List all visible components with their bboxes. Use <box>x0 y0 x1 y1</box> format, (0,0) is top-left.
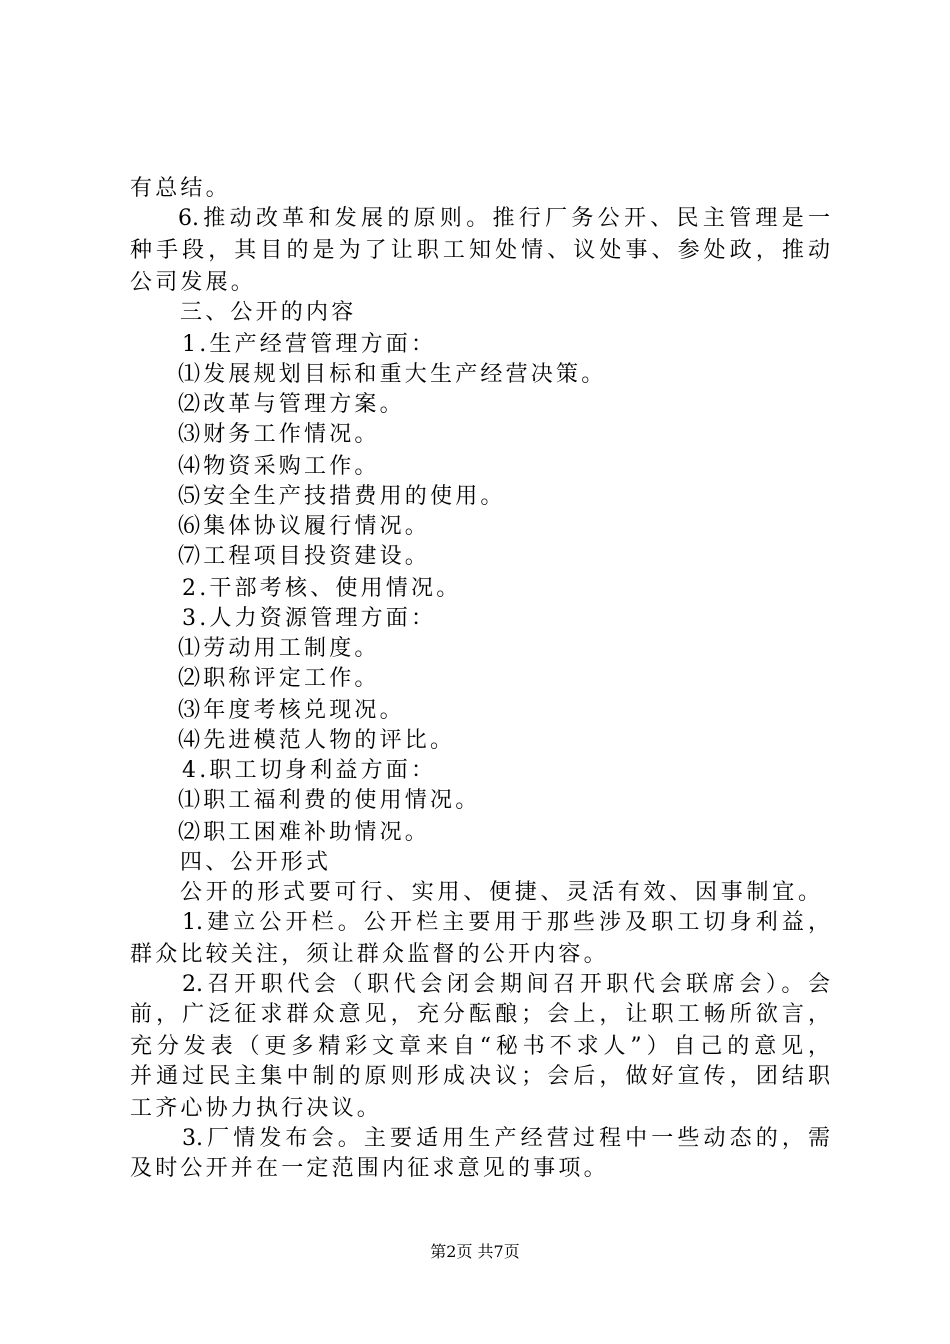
list-item: ⑵改革与管理方案。 <box>178 392 405 417</box>
list-item: ⑵职工困难补助情况。 <box>178 820 431 845</box>
list-item: ⑺工程项目投资建设。 <box>178 544 431 569</box>
text-line: 公司发展。 <box>130 270 257 295</box>
text-line: 1.生产经营管理方面： <box>182 332 437 357</box>
text-line: 2.召开职代会（职代会闭会期间召开职代会联席会）。会 <box>182 972 830 997</box>
text-line: 1.建立公开栏。公开栏主要用于那些涉及职工切身利益， <box>182 910 830 935</box>
text-line: 及时公开并在一定范围内征求意见的事项。 <box>130 1156 609 1181</box>
list-item: ⑵职称评定工作。 <box>178 666 380 691</box>
text-line: 充分发表（更多精彩文章来自“秘书不求人”）自己的意见， <box>130 1034 830 1059</box>
text-line: 种手段，其目的是为了让职工知处情、议处事、参处政，推动 <box>130 238 830 263</box>
section-heading: 三、公开的内容 <box>180 300 357 325</box>
text-line: 并通过民主集中制的原则形成决议；会后，做好宣传，团结职 <box>130 1064 830 1089</box>
list-item: ⑴职工福利费的使用情况。 <box>178 788 481 813</box>
list-item: ⑷物资采购工作。 <box>178 454 380 479</box>
text-line: 有总结。 <box>130 176 231 201</box>
text-line: 工齐心协力执行决议。 <box>130 1096 383 1121</box>
text-line: 公开的形式要可行、实用、便捷、灵活有效、因事制宜。 <box>180 880 820 905</box>
list-item: ⑴劳动用工制度。 <box>178 636 380 661</box>
text-line: 4.职工切身利益方面： <box>182 758 437 783</box>
list-item: ⑶财务工作情况。 <box>178 422 380 447</box>
text-line: 2.干部考核、使用情况。 <box>182 576 462 601</box>
list-item: ⑸安全生产技措费用的使用。 <box>178 484 506 509</box>
text-line: 群众比较关注，须让群众监督的公开内容。 <box>130 942 609 967</box>
section-heading: 四、公开形式 <box>180 850 332 875</box>
text-line: 3.人力资源管理方面： <box>182 606 437 631</box>
text-line: 前，广泛征求群众意见，充分酝酿；会上，让职工畅所欲言， <box>130 1002 830 1027</box>
list-item: ⑶年度考核兑现况。 <box>178 698 405 723</box>
text-line: 6.推动改革和发展的原则。推行厂务公开、民主管理是一 <box>178 206 830 231</box>
text-line: 3.厂情发布会。主要适用生产经营过程中一些动态的，需 <box>182 1126 830 1151</box>
list-item: ⑷先进模范人物的评比。 <box>178 728 456 753</box>
list-item: ⑴发展规划目标和重大生产经营决策。 <box>178 362 607 387</box>
page-number-footer: 第2页 共7页 <box>430 1242 520 1261</box>
list-item: ⑹集体协议履行情况。 <box>178 514 431 539</box>
